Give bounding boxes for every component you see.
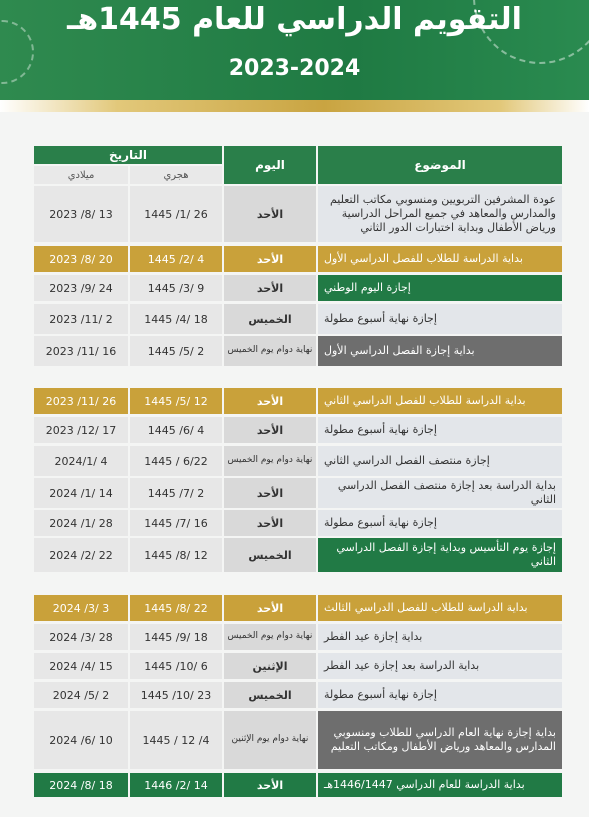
table-row [34, 711, 562, 769]
gregorian-date: 2023 /11/ 16 [34, 336, 128, 366]
day-name: نهاية دوام يوم الخميس [224, 624, 316, 650]
table-row [34, 246, 562, 272]
gold-divider [0, 100, 589, 112]
hijri-date: 1446 /2/ 14 [130, 773, 222, 797]
table-row [34, 773, 562, 797]
hijri-date: 1445 /8/ 12 [130, 538, 222, 572]
event-topic: بداية الدراسة بعد إجازة منتصف الفصل الدراسي الثاني [318, 478, 562, 508]
hijri-date: 1445 /5/ 12 [130, 388, 222, 414]
day-name: الخميس [224, 682, 316, 708]
table-row [34, 304, 562, 334]
event-topic: بداية الدراسة بعد إجازة عيد الفطر [318, 653, 562, 679]
gregorian-date: 2024 /4/ 15 [34, 653, 128, 679]
table-row [34, 336, 562, 366]
event-topic: عودة المشرفين التربويين ومنسوبي مكاتب التعليم والمدارس والمعاهد في جميع المراحل الدراسية ورياض الأطفال وبداية اختبارات الدور الثاني [318, 186, 562, 242]
day-name: الأحد [224, 773, 316, 797]
event-topic: إجازة نهاية أسبوع مطولة [318, 304, 562, 334]
gregorian-date: 2024/1/ 4 [34, 446, 128, 476]
hijri-date: 1445 /6/ 4 [130, 417, 222, 443]
event-topic: إجازة اليوم الوطني [318, 275, 562, 301]
gregorian-date: 2024 /8/ 18 [34, 773, 128, 797]
page-title: التقويم الدراسي للعام 1445هـ [67, 2, 522, 37]
page-subtitle: 2023-2024 [228, 56, 361, 81]
day-name: نهاية دوام يوم الخميس [224, 446, 316, 476]
hijri-date: 1445 /7/ 16 [130, 510, 222, 536]
event-topic: إجازة منتصف الفصل الدراسي الثاني [318, 446, 562, 476]
hijri-date: 1445 /2/ 4 [130, 246, 222, 272]
event-topic: إجازة نهاية أسبوع مطولة [318, 682, 562, 708]
hijri-date: 1445 /4/ 18 [130, 304, 222, 334]
event-topic: بداية الدراسة للطلاب للفصل الدراسي الثاني [318, 388, 562, 414]
event-topic: بداية إجازة نهاية العام الدراسي للطلاب ومنسوبي المدارس والمعاهد ورياض الأطفال ومكاتب التعليم [318, 711, 562, 769]
table-row [34, 653, 562, 679]
hijri-date: 1445 / 6/22 [130, 446, 222, 476]
topic-header: الموضوع [318, 146, 562, 184]
table-row [34, 595, 562, 621]
day-name: نهاية دوام يوم الإثنين [224, 711, 316, 769]
table-row [34, 417, 562, 443]
gregorian-date: 2024 /5/ 2 [34, 682, 128, 708]
event-topic: بداية إجازة الفصل الدراسي الأول [318, 336, 562, 366]
table-row [34, 624, 562, 650]
gregorian-date: 2024 /3/ 28 [34, 624, 128, 650]
day-name: الأحد [224, 510, 316, 536]
day-name: الخميس [224, 304, 316, 334]
table-row [34, 388, 562, 414]
table-header [34, 146, 562, 184]
hijri-header: هجري [130, 166, 222, 184]
hijri-date: 1445 /9/ 18 [130, 624, 222, 650]
day-name: الأحد [224, 417, 316, 443]
table-row [34, 682, 562, 708]
day-name: نهاية دوام يوم الخميس [224, 336, 316, 366]
day-name: الأحد [224, 246, 316, 272]
table-row [34, 186, 562, 242]
table-row [34, 275, 562, 301]
hijri-date: 1445 /10/ 23 [130, 682, 222, 708]
event-topic: إجازة نهاية أسبوع مطولة [318, 510, 562, 536]
gregorian-date: 2024 /2/ 22 [34, 538, 128, 572]
event-topic: إجازة نهاية أسبوع مطولة [318, 417, 562, 443]
gregorian-header: ميلادي [34, 166, 128, 184]
hijri-date: 1445 /1/ 26 [130, 186, 222, 242]
date-header: التاريخ [34, 146, 222, 164]
gregorian-date: 2023 /12/ 17 [34, 417, 128, 443]
header-banner [0, 0, 589, 100]
gregorian-date: 2023 /8/ 20 [34, 246, 128, 272]
hijri-date: 1445 /7/ 2 [130, 478, 222, 508]
gregorian-date: 2023 /11/ 2 [34, 304, 128, 334]
event-topic: إجازة يوم التأسيس وبداية إجازة الفصل الدراسي الثاني [318, 538, 562, 572]
gregorian-date: 2024 /1/ 28 [34, 510, 128, 536]
hijri-date: 1445 /10/ 6 [130, 653, 222, 679]
hijri-date: 1445 /8/ 22 [130, 595, 222, 621]
hijri-date: 1445 /3/ 9 [130, 275, 222, 301]
gregorian-date: 2024 /6/ 10 [34, 711, 128, 769]
day-name: الأحد [224, 595, 316, 621]
event-topic: بداية إجازة عيد الفطر [318, 624, 562, 650]
table-row [34, 538, 562, 572]
event-topic: بداية الدراسة للطلاب للفصل الدراسي الأول [318, 246, 562, 272]
table-row [34, 510, 562, 536]
day-name: الأحد [224, 478, 316, 508]
table-row [34, 478, 562, 508]
hijri-date: 1445 / 12 /4 [130, 711, 222, 769]
hijri-date: 1445 /5/ 2 [130, 336, 222, 366]
day-header: اليوم [224, 146, 316, 184]
event-topic: بداية الدراسة للطلاب للفصل الدراسي الثالث [318, 595, 562, 621]
gregorian-date: 2023 /8/ 13 [34, 186, 128, 242]
gregorian-date: 2023 /9/ 24 [34, 275, 128, 301]
table-row [34, 446, 562, 476]
day-name: الأحد [224, 275, 316, 301]
day-name: الخميس [224, 538, 316, 572]
day-name: الأحد [224, 388, 316, 414]
gregorian-date: 2024 /3/ 3 [34, 595, 128, 621]
day-name: الإثنين [224, 653, 316, 679]
day-name: الأحد [224, 186, 316, 242]
gregorian-date: 2024 /1/ 14 [34, 478, 128, 508]
event-topic: بداية الدراسة للعام الدراسي 1446/1447هـ [318, 773, 562, 797]
gregorian-date: 2023 /11/ 26 [34, 388, 128, 414]
